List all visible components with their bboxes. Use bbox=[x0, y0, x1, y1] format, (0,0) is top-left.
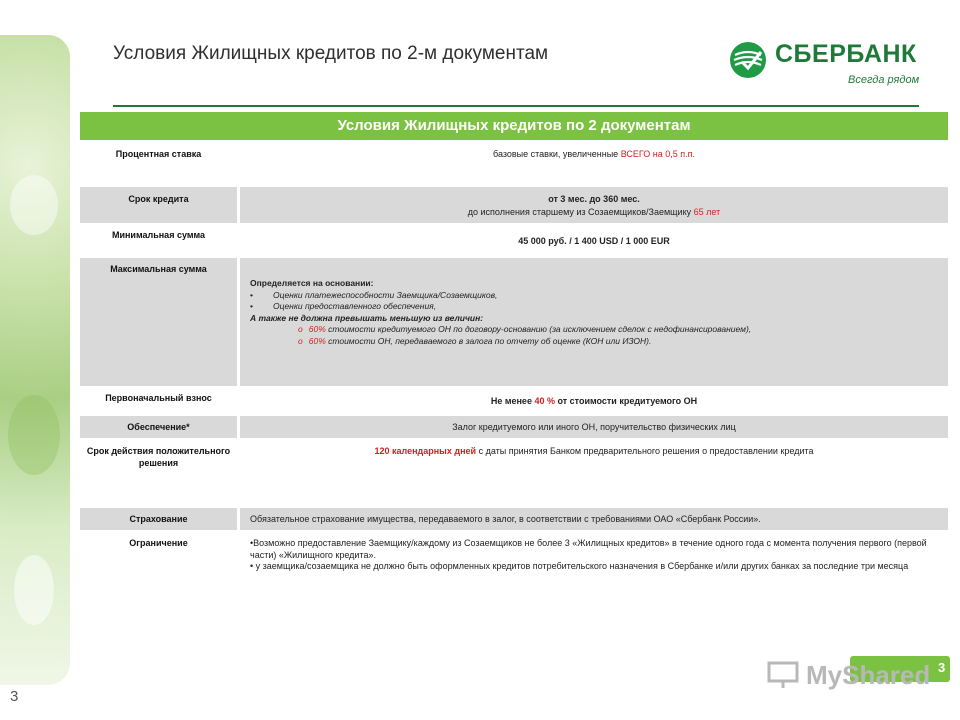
max-sum-bullet: • Оценки предоставленного обеспечения, bbox=[250, 301, 437, 311]
row-label: Максимальная сумма bbox=[80, 258, 237, 386]
sberbank-logo bbox=[728, 38, 923, 92]
max-sum-subitem: o 60% стоимости ОН, передаваемого в залога по отчету об оценке (КОН или ИЗОН). bbox=[298, 335, 652, 346]
term-range: от 3 мес. до 360 мес. bbox=[548, 194, 640, 204]
row-label: Ограничение bbox=[129, 538, 188, 548]
decorative-side-panel bbox=[0, 35, 70, 685]
row-value: 120 календарных дней с даты принятия Банком предварительного решения о предоставлении кредита bbox=[374, 446, 814, 456]
max-sum-heading: Определяется на основании: bbox=[250, 278, 374, 288]
row-value bbox=[240, 258, 948, 386]
row-label: Срок кредита bbox=[80, 187, 237, 223]
logo-name: СБЕРБАНК bbox=[775, 40, 917, 68]
sberbank-logo-icon bbox=[728, 40, 768, 80]
row-value bbox=[240, 144, 948, 184]
term-age-value: 65 лет bbox=[693, 207, 721, 217]
table-banner: Условия Жилищных кредитов по 2 документам bbox=[80, 112, 948, 140]
term-age-limit bbox=[240, 206, 948, 219]
rate-highlight: ВСЕГО на 0,5 п.п. bbox=[620, 149, 695, 159]
page-number: 3 bbox=[10, 688, 19, 705]
table-row bbox=[80, 226, 948, 256]
row-value: 45 000 руб. / 1 400 USD / 1 000 EUR bbox=[518, 236, 670, 246]
table-row bbox=[80, 533, 948, 593]
max-sum-subitem: o 60% стоимости кредитуемого ОН по договору-основанию (за исключением сделок с недофинансированием), bbox=[298, 324, 752, 334]
rate-text: базовые ставки, увеличенные bbox=[493, 149, 621, 159]
table-row bbox=[80, 508, 948, 530]
max-sum-bullet: • Оценки платежеспособности Заемщика/Созаемщиков, bbox=[250, 289, 498, 300]
logo-slogan: Всегда рядом bbox=[848, 74, 920, 86]
row-label: Процентная ставка bbox=[115, 149, 202, 159]
row-value: Залог кредитуемого или иного ОН, поручительство физических лиц bbox=[240, 416, 948, 438]
restriction-bullet: •Возможно предоставление Заемщику/каждому из Созаемщиков не более 3 «Жилищных кредитов» в течение одного года с момента получения первого (первой части) «Жилищного кредита». bbox=[250, 538, 927, 560]
row-label: Первоначальный взнос bbox=[105, 393, 212, 403]
max-sum-also: А также не должна превышать меньшую из величин: bbox=[250, 312, 484, 323]
title-divider bbox=[113, 105, 919, 107]
row-label: Обеспечение* bbox=[80, 416, 237, 438]
row-label: Минимальная сумма bbox=[111, 230, 206, 240]
table-row bbox=[80, 187, 948, 223]
row-value: Не менее 40 % от стоимости кредитуемого ОН bbox=[490, 396, 698, 406]
page-title: Условия Жилищных кредитов по 2-м документам bbox=[113, 43, 549, 64]
watermark-text: MyShared bbox=[806, 660, 931, 690]
table-row bbox=[80, 389, 948, 413]
row-value bbox=[240, 533, 948, 593]
row-value bbox=[240, 187, 948, 223]
row-value: Обязательное страхование имущества, передаваемого в залог, в соответствии с требованиями ОАО «Сбербанк России». bbox=[240, 508, 948, 530]
term-age-text: до исполнения старшему из Созаемщиков/Заемщику bbox=[467, 207, 694, 217]
table-row bbox=[80, 441, 948, 501]
watermark bbox=[766, 656, 956, 696]
restriction-bullet: • у заемщика/созаемщика не должно быть оформленных кредитов потребительского назначения в Сбербанке и/или других банках за последние три месяца bbox=[250, 561, 909, 571]
table-row bbox=[80, 416, 948, 438]
row-label: Срок действия положительного решения bbox=[86, 446, 231, 468]
table-row bbox=[80, 144, 948, 184]
presentation-icon bbox=[766, 660, 800, 690]
table-row bbox=[80, 258, 948, 386]
watermark-badge: 3 bbox=[850, 656, 950, 682]
row-label: Страхование bbox=[80, 508, 237, 530]
